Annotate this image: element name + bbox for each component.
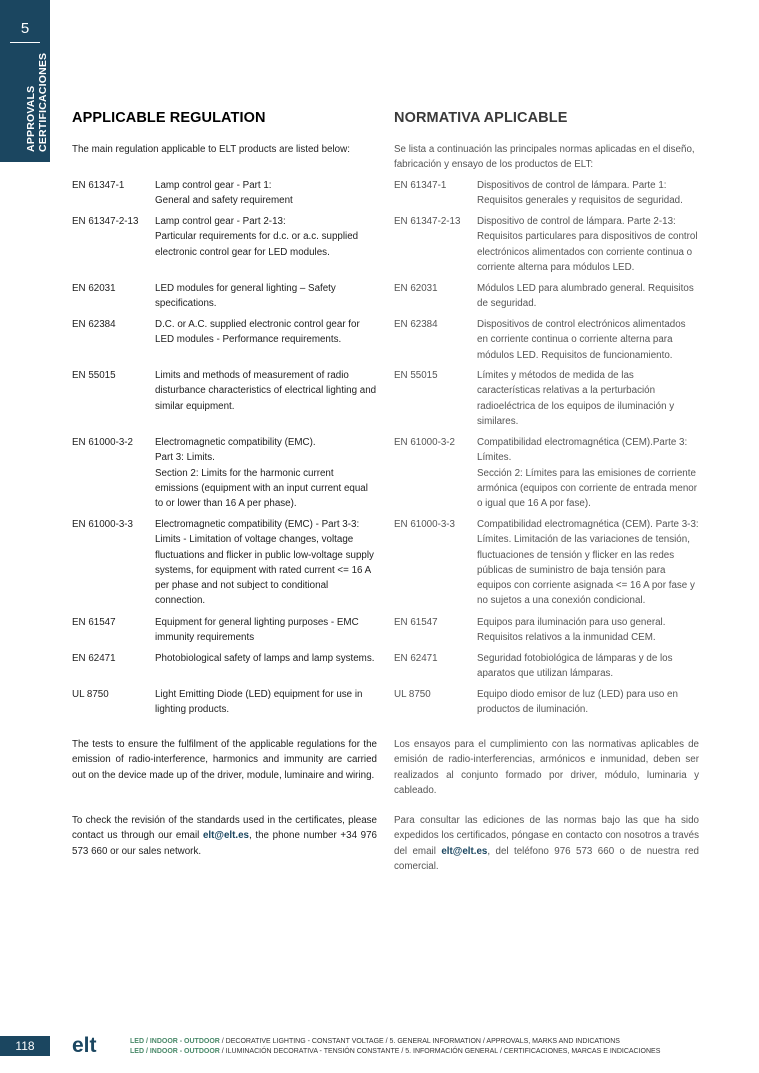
english-column	[72, 110, 378, 857]
regulation-row	[394, 687, 699, 723]
regulation-code: EN 62471	[394, 653, 438, 664]
regulation-description: Dispositivos de control electrónicos alimentados en corriente continua o corriente alterna para módulos LED. Requisitos de funcionamiento.	[477, 319, 686, 361]
spanish-tests-paragraph: Los ensayos para el cumplimiento con las normativas aplicables de emisión de radio-interferencias, armónicos e inmunidad, deben ser realizados al conjunto formado por driver, módulo, luminaria y cableado.	[394, 739, 699, 796]
footer-breadcrumb-es-text: / ILUMINACIÓN DECORATIVA - TENSIÓN CONSTANTE / 5. INFORMACIÓN GENERAL / CERTIFICACIONES, MARCAS E INDICACIONES	[219, 1047, 661, 1055]
regulation-description: Electromagnetic compatibility (EMC) - Part 3-3: Limits - Limitation of voltage changes, voltage fluctuations and flicker in public low-voltage supply systems, for equipment with rated current <= 16 A per phase and not subject to conditional connection.	[155, 519, 374, 607]
section-label-es: CERTIFICACIONES	[37, 52, 49, 152]
section-side-tab	[0, 0, 50, 162]
regulation-code: EN 61347-1	[72, 180, 125, 191]
regulation-row	[72, 615, 377, 651]
regulation-description: Equipment for general lighting purposes - EMC immunity requirements	[155, 617, 359, 644]
english-regulation-list	[72, 178, 377, 723]
regulation-description: Lamp control gear - Part 2-13: Particular requirements for d.c. or a.c. supplied electronic control gear for LED modules.	[155, 216, 359, 258]
spanish-email-link[interactable]: elt@elt.es	[441, 845, 488, 857]
section-number: 5	[20, 20, 30, 37]
regulation-row	[72, 517, 377, 615]
regulation-description: Compatibilidad electromagnética (CEM).Parte 3: Límites. Sección 2: Límites para las emisiones de corriente armónica (equipos con corriente de entrada menor o igual que 16 A por fase).	[477, 437, 698, 510]
regulation-code: EN 61347-2-13	[72, 216, 139, 227]
regulation-code: EN 61547	[72, 617, 116, 628]
regulation-row	[394, 435, 699, 517]
regulation-row	[72, 687, 377, 723]
regulation-row	[72, 178, 377, 214]
regulation-description: Compatibilidad electromagnética (CEM). Parte 3-3: Límites. Limitación de las variaciones de tensión, fluctuaciones de tensión y flicker en las redes públicas de suministro de baja tensión para equipos con corriente asignada <= 16 A por fase y no sujetos a una conexión condicional.	[477, 519, 699, 607]
regulation-row	[394, 317, 699, 368]
regulation-row	[394, 214, 699, 281]
regulation-code: EN 61347-2-13	[394, 216, 461, 227]
regulation-description: Módulos LED para alumbrado general. Requisitos de seguridad.	[477, 283, 694, 310]
regulation-code: EN 62471	[72, 653, 116, 664]
regulation-description: Limits and methods of measurement of radio disturbance characteristics of electrical lighting and similar equipment.	[155, 370, 377, 412]
spanish-regulation-list	[394, 178, 699, 723]
section-label	[25, 53, 49, 152]
spanish-contact-text-before: Para consultar las ediciones de las normas bajo las que ha sido expedidos los certificados, póngase en contacto con nosotros a través del email	[394, 815, 699, 857]
regulation-description: D.C. or A.C. supplied electronic control gear for LED modules - Performance requirements.	[155, 319, 360, 346]
regulation-row	[394, 651, 699, 687]
spanish-column	[394, 110, 699, 872]
footer-breadcrumb-en-highlight: LED / INDOOR - OUTDOOR	[130, 1038, 220, 1045]
regulation-code: EN 62031	[72, 283, 116, 294]
regulation-row	[394, 178, 699, 214]
english-contact-text-before: To check the revisión of the standards used in the certificates, please contact us through our email	[72, 815, 377, 842]
elt-logo-text: elt	[72, 1034, 97, 1056]
regulation-description: Seguridad fotobiológica de lámparas y de los aparatos que utilizan lámparas.	[477, 653, 673, 680]
regulation-description: LED modules for general lighting – Safety specifications.	[155, 283, 336, 310]
regulation-row	[72, 281, 377, 317]
regulation-description: Dispositivos de control de lámpara. Parte 1: Requisitos generales y requisitos de seguridad.	[477, 180, 683, 207]
elt-logo	[72, 1034, 112, 1056]
section-divider	[10, 42, 40, 43]
regulation-description: Photobiological safety of lamps and lamp systems.	[155, 653, 375, 664]
regulation-code: EN 61000-3-3	[72, 519, 133, 530]
regulation-code: UL 8750	[394, 689, 431, 700]
regulation-description: Equipos para iluminación para uso general. Requisitos relativos a la inmunidad CEM.	[477, 617, 666, 644]
english-intro: The main regulation applicable to ELT products are listed below:	[72, 144, 350, 155]
regulation-code: UL 8750	[72, 689, 109, 700]
english-contact-paragraph	[72, 813, 377, 859]
footer-breadcrumb-es-highlight: LED / INDOOR - OUTDOOR	[130, 1047, 220, 1055]
footer-breadcrumb	[130, 1037, 660, 1056]
english-email-link[interactable]: elt@elt.es	[202, 830, 250, 842]
spanish-heading: NORMATIVA APLICABLE	[394, 110, 568, 126]
regulation-code: EN 61000-3-3	[394, 519, 455, 530]
spanish-contact-text-after: , del teléfono 976 573 660 o de nuestra red comercial.	[394, 845, 699, 872]
section-label-en: APPROVALS	[25, 85, 37, 152]
regulation-row	[72, 214, 377, 281]
regulation-row	[394, 281, 699, 317]
page-number: 118	[0, 1036, 50, 1056]
regulation-row	[394, 615, 699, 651]
regulation-description: Límites y métodos de medida de las características relativas a la perturbación radioeléctrica de los equipos de iluminación y similares.	[477, 370, 675, 427]
regulation-code: EN 55015	[394, 370, 438, 381]
regulation-code: EN 61347-1	[394, 180, 447, 191]
footer-breadcrumb-en-text: / DECORATIVE LIGHTING - CONSTANT VOLTAGE / 5. GENERAL INFORMATION / APPROVALS, MARKS AND INDICATIONS	[219, 1038, 620, 1045]
regulation-code: EN 62384	[72, 319, 116, 330]
regulation-code: EN 55015	[72, 370, 116, 381]
regulation-row	[72, 368, 377, 435]
regulation-row	[72, 317, 377, 368]
regulation-code: EN 62384	[394, 319, 438, 330]
regulation-description: Lamp control gear - Part 1: General and safety requirement	[155, 180, 293, 207]
regulation-code: EN 61547	[394, 617, 438, 628]
regulation-description: Dispositivo de control de lámpara. Parte 2-13: Requisitos particulares para dispositivos de control electrónicos alimentados con corriente continua o corriente alterna para módulos LED.	[477, 216, 698, 273]
english-tests-paragraph: The tests to ensure the fulfilment of the applicable regulations for the emission of radio-interference, harmonics and immunity are carried out on the device made up of the driver, module, luminaire and wiring.	[72, 739, 377, 781]
regulation-code: EN 62031	[394, 283, 438, 294]
english-heading: APPLICABLE REGULATION	[72, 110, 266, 126]
regulation-description: Equipo diodo emisor de luz (LED) para uso en productos de iluminación.	[477, 689, 678, 716]
regulation-code: EN 61000-3-2	[72, 437, 133, 448]
english-contact-text-after: , the phone number +34 976 573 660 or our sales network.	[72, 830, 378, 857]
regulation-row	[72, 651, 377, 687]
regulation-row	[394, 517, 699, 615]
regulation-description: Electromagnetic compatibility (EMC). Part 3: Limits. Section 2: Limits for the harmonic current emissions (equipment with an input current equal to or lower than 16 A per phase).	[155, 437, 368, 510]
footer-breadcrumb-en	[130, 1037, 660, 1047]
regulation-row	[72, 435, 377, 517]
regulation-row	[394, 368, 699, 435]
spanish-intro: Se lista a continuación las principales normas aplicadas en el diseño, fabricación y ensayo de los productos de ELT:	[394, 144, 695, 171]
regulation-code: EN 61000-3-2	[394, 437, 455, 448]
regulation-description: Light Emitting Diode (LED) equipment for use in lighting products.	[155, 689, 363, 716]
footer-breadcrumb-es	[130, 1047, 660, 1057]
spanish-contact-paragraph	[394, 813, 699, 874]
